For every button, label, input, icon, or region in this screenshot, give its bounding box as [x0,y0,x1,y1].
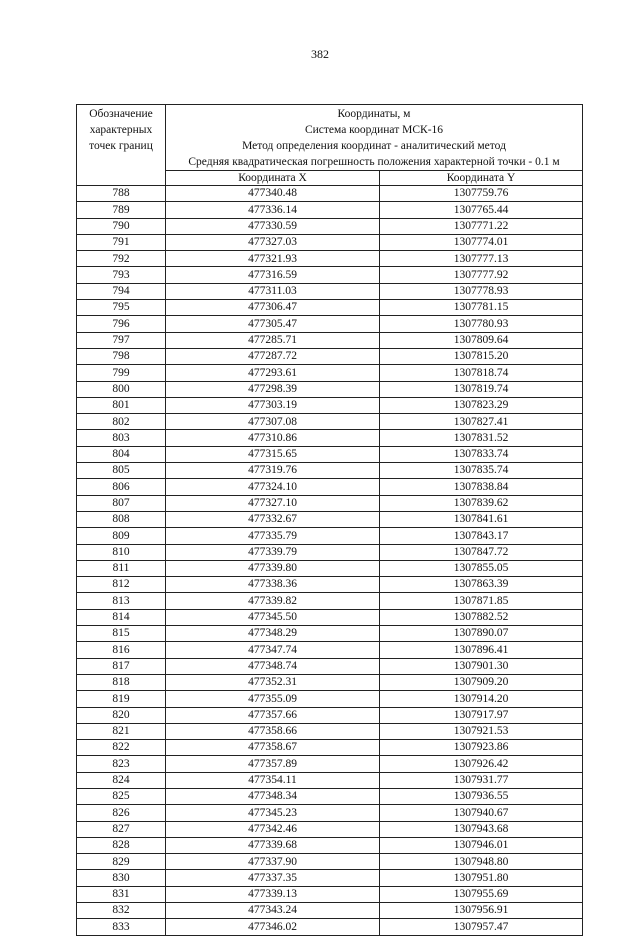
coordinate-y-cell: 1307936.55 [380,788,583,804]
coordinate-y-cell: 1307823.29 [380,397,583,413]
accuracy-note: Средняя квадратическая погрешность положения характерной точки - 0.1 м [188,156,560,168]
point-number-cell: 823 [77,756,166,772]
coordinate-x-cell: 477339.13 [166,886,380,902]
coordinate-x-cell: 477336.14 [166,202,380,218]
point-number-cell: 821 [77,723,166,739]
point-number-cell: 832 [77,903,166,919]
coordinate-x-cell: 477332.67 [166,511,380,527]
coordinate-x-cell: 477316.59 [166,267,380,283]
coordinate-y-cell: 1307774.01 [380,234,583,250]
coordinate-x-cell: 477340.48 [166,186,380,202]
coordinate-y-cell: 1307833.74 [380,446,583,462]
coordinate-x-cell: 477338.36 [166,577,380,593]
table-row [77,414,583,430]
point-number-cell: 792 [77,251,166,267]
coordinate-x-cell: 477345.23 [166,805,380,821]
header-row [77,105,583,171]
coordinate-y-cell: 1307809.64 [380,332,583,348]
coordinate-x-cell: 477307.08 [166,414,380,430]
table-row [77,642,583,658]
coordinate-y-cell: 1307871.85 [380,593,583,609]
coordinate-y-cell: 1307855.05 [380,560,583,576]
table-row [77,365,583,381]
coordinate-y-cell: 1307956.91 [380,903,583,919]
table-row [77,674,583,690]
table-row [77,756,583,772]
point-number-cell: 805 [77,463,166,479]
coordinate-x-cell: 477303.19 [166,397,380,413]
coordinate-x-cell: 477335.79 [166,528,380,544]
table-row [77,348,583,364]
point-number-cell: 814 [77,609,166,625]
determination-method: Метод определения координат - аналитический метод [242,140,506,152]
coordinate-y-cell: 1307771.22 [380,218,583,234]
table-row [77,593,583,609]
coordinate-x-cell: 477324.10 [166,479,380,495]
coordinate-y-cell: 1307923.86 [380,740,583,756]
coordinate-y-cell: 1307827.41 [380,414,583,430]
coordinate-x-cell: 477285.71 [166,332,380,348]
coordinate-x-cell: 477347.74 [166,642,380,658]
point-number-cell: 795 [77,300,166,316]
point-number-cell: 813 [77,593,166,609]
coordinate-y-cell: 1307909.20 [380,674,583,690]
point-number-cell: 799 [77,365,166,381]
point-number-cell: 801 [77,397,166,413]
table-row [77,577,583,593]
coordinate-y-cell: 1307948.80 [380,854,583,870]
table-row [77,626,583,642]
table-row [77,903,583,919]
coordinate-x-cell: 477306.47 [166,300,380,316]
table-row [77,446,583,462]
coordinate-system: Система координат МСК-16 [304,124,444,136]
table-row [77,218,583,234]
point-number-cell: 820 [77,707,166,723]
coordinate-x-cell: 477345.50 [166,609,380,625]
point-number-cell: 798 [77,348,166,364]
column-header-y: Координата Y [380,171,583,186]
point-number-cell: 807 [77,495,166,511]
table-row [77,234,583,250]
coordinate-y-cell: 1307818.74 [380,365,583,381]
table-row [77,658,583,674]
table-row [77,837,583,853]
table-row [77,495,583,511]
point-number-cell: 828 [77,837,166,853]
coordinate-x-cell: 477337.90 [166,854,380,870]
point-number-cell: 788 [77,186,166,202]
coordinate-y-cell: 1307815.20 [380,348,583,364]
table-row [77,723,583,739]
table-row [77,886,583,902]
table-row [77,283,583,299]
table-row [77,707,583,723]
point-number-cell: 827 [77,821,166,837]
point-number-cell: 829 [77,854,166,870]
coordinate-x-cell: 477310.86 [166,430,380,446]
coordinate-x-cell: 477358.66 [166,723,380,739]
page-number: 382 [311,47,329,61]
table-row [77,919,583,935]
coordinate-x-cell: 477287.72 [166,348,380,364]
point-number-cell: 791 [77,234,166,250]
point-designation-header [77,105,166,186]
point-number-cell: 833 [77,919,166,935]
point-number-cell: 797 [77,332,166,348]
coordinate-y-cell: 1307835.74 [380,463,583,479]
table-row [77,740,583,756]
coordinate-x-cell: 477358.67 [166,740,380,756]
coordinate-y-cell: 1307890.07 [380,626,583,642]
coordinate-x-cell: 477319.76 [166,463,380,479]
coordinate-y-cell: 1307957.47 [380,919,583,935]
point-number-cell: 800 [77,381,166,397]
coordinate-y-cell: 1307781.15 [380,300,583,316]
coordinate-x-cell: 477348.74 [166,658,380,674]
point-number-cell: 806 [77,479,166,495]
point-number-cell: 830 [77,870,166,886]
coordinate-y-cell: 1307931.77 [380,772,583,788]
coordinate-y-cell: 1307843.17 [380,528,583,544]
table-row [77,821,583,837]
coordinate-y-cell: 1307917.97 [380,707,583,723]
column-header-x: Координата X [166,171,380,186]
table-row [77,463,583,479]
point-number-cell: 804 [77,446,166,462]
point-number-cell: 810 [77,544,166,560]
point-label-line: точек границ [89,140,153,152]
point-number-cell: 808 [77,511,166,527]
point-number-cell: 824 [77,772,166,788]
coordinate-y-cell: 1307780.93 [380,316,583,332]
coordinate-y-cell: 1307921.53 [380,723,583,739]
coordinate-x-cell: 477348.34 [166,788,380,804]
table-row [77,870,583,886]
table-row [77,544,583,560]
table-row [77,397,583,413]
coordinate-x-cell: 477337.35 [166,870,380,886]
coordinate-x-cell: 477348.29 [166,626,380,642]
coordinate-y-cell: 1307778.93 [380,283,583,299]
coordinate-y-cell: 1307777.13 [380,251,583,267]
table-row [77,479,583,495]
table-row [77,609,583,625]
coordinate-y-cell: 1307940.67 [380,805,583,821]
coordinates-header [166,105,583,171]
coordinate-y-cell: 1307765.44 [380,202,583,218]
coordinate-y-cell: 1307896.41 [380,642,583,658]
coordinate-x-cell: 477346.02 [166,919,380,935]
point-number-cell: 796 [77,316,166,332]
coordinate-x-cell: 477330.59 [166,218,380,234]
point-number-cell: 790 [77,218,166,234]
coordinate-x-cell: 477354.11 [166,772,380,788]
coordinate-x-cell: 477357.89 [166,756,380,772]
point-number-cell: 815 [77,626,166,642]
coordinate-y-cell: 1307901.30 [380,658,583,674]
coordinate-x-cell: 477339.68 [166,837,380,853]
point-number-cell: 802 [77,414,166,430]
point-number-cell: 819 [77,691,166,707]
coordinate-y-cell: 1307831.52 [380,430,583,446]
table-row [77,267,583,283]
coordinate-x-cell: 477315.65 [166,446,380,462]
coordinate-y-cell: 1307777.92 [380,267,583,283]
coordinate-y-cell: 1307847.72 [380,544,583,560]
coordinate-x-cell: 477343.24 [166,903,380,919]
table-row [77,854,583,870]
coordinate-y-cell: 1307838.84 [380,479,583,495]
point-number-cell: 811 [77,560,166,576]
point-number-cell: 809 [77,528,166,544]
coordinate-y-cell: 1307914.20 [380,691,583,707]
coordinate-y-cell: 1307926.42 [380,756,583,772]
coordinate-y-cell: 1307819.74 [380,381,583,397]
coordinate-y-cell: 1307943.68 [380,821,583,837]
coordinate-x-cell: 477357.66 [166,707,380,723]
point-number-cell: 793 [77,267,166,283]
point-number-cell: 794 [77,283,166,299]
coordinate-x-cell: 477352.31 [166,674,380,690]
coordinates-table [76,104,583,936]
point-number-cell: 812 [77,577,166,593]
coordinate-x-cell: 477311.03 [166,283,380,299]
coordinates-title: Координаты, м [337,108,411,120]
point-number-cell: 818 [77,674,166,690]
point-number-cell: 825 [77,788,166,804]
coordinate-y-cell: 1307759.76 [380,186,583,202]
table-row [77,772,583,788]
table-row [77,560,583,576]
coordinate-x-cell: 477327.03 [166,234,380,250]
coordinate-x-cell: 477305.47 [166,316,380,332]
point-number-cell: 826 [77,805,166,821]
table-row [77,691,583,707]
coordinate-y-cell: 1307839.62 [380,495,583,511]
table-row [77,381,583,397]
point-label-line: характерных [89,124,153,136]
table-row [77,430,583,446]
table-row [77,788,583,804]
point-number-cell: 789 [77,202,166,218]
coordinate-x-cell: 477321.93 [166,251,380,267]
table-row [77,805,583,821]
coordinate-y-cell: 1307863.39 [380,577,583,593]
coordinate-x-cell: 477339.79 [166,544,380,560]
point-label-line: Обозначение [89,108,153,120]
coordinate-x-cell: 477355.09 [166,691,380,707]
table-row [77,300,583,316]
coordinate-y-cell: 1307841.61 [380,511,583,527]
table-row [77,511,583,527]
coordinate-x-cell: 477339.80 [166,560,380,576]
coordinate-y-cell: 1307955.69 [380,886,583,902]
table-row [77,316,583,332]
point-number-cell: 831 [77,886,166,902]
coordinate-x-cell: 477327.10 [166,495,380,511]
table-row [77,186,583,202]
coordinate-y-cell: 1307951.80 [380,870,583,886]
point-number-cell: 822 [77,740,166,756]
table-row [77,528,583,544]
coordinate-x-cell: 477293.61 [166,365,380,381]
point-number-cell: 816 [77,642,166,658]
coordinate-y-cell: 1307882.52 [380,609,583,625]
coordinate-x-cell: 477342.46 [166,821,380,837]
table-row [77,332,583,348]
coordinates-table-body [77,105,583,936]
point-number-cell: 817 [77,658,166,674]
coordinate-y-cell: 1307946.01 [380,837,583,853]
coordinate-x-cell: 477298.39 [166,381,380,397]
point-number-cell: 803 [77,430,166,446]
table-row [77,251,583,267]
coordinate-x-cell: 477339.82 [166,593,380,609]
table-row [77,202,583,218]
